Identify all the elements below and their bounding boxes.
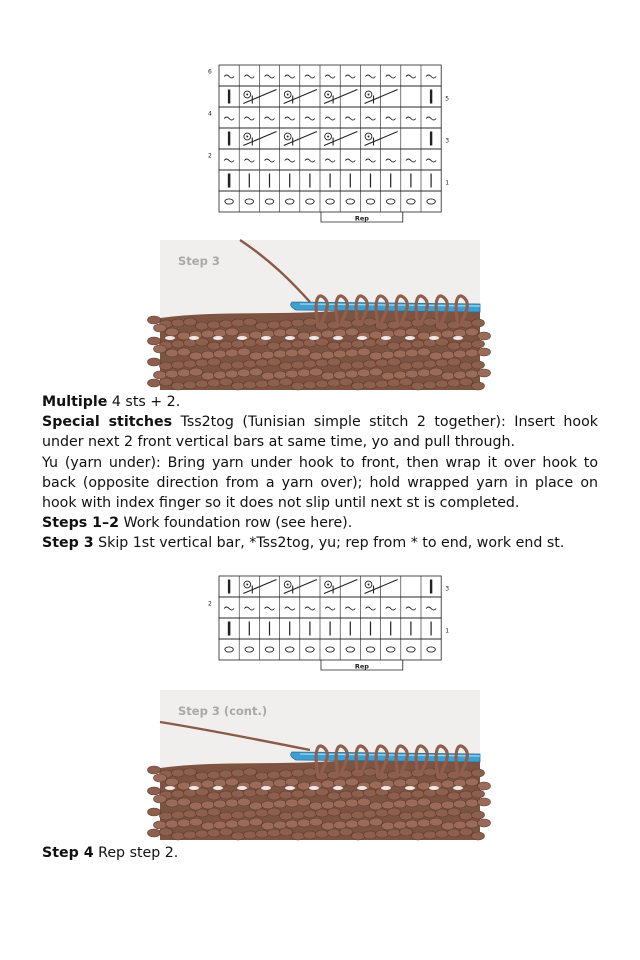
return-pass-symbol <box>224 159 234 162</box>
return-pass-symbol <box>244 75 254 78</box>
chain-symbol <box>286 647 294 652</box>
step-4-line <box>42 843 598 863</box>
working-yarn <box>240 240 310 302</box>
stitch-chart-1 <box>205 64 450 223</box>
chain-symbol <box>225 199 233 204</box>
chain-symbol <box>346 647 354 652</box>
return-pass-symbol <box>386 117 396 120</box>
return-pass-symbol <box>244 117 254 120</box>
special-stitches-paragraph <box>42 412 598 452</box>
return-pass-symbol <box>224 75 234 78</box>
return-pass-symbol <box>345 117 355 120</box>
return-pass-symbol <box>386 607 396 610</box>
row-number-left: 6 <box>208 68 212 76</box>
photo-step-label: Step 3 (cont.) <box>178 704 268 718</box>
step-4-label: Step 4 <box>42 845 94 861</box>
chain-symbol <box>286 199 294 204</box>
chain-symbol <box>366 199 374 204</box>
return-pass-symbol <box>426 607 436 610</box>
return-pass-symbol <box>224 117 234 120</box>
row-number-right: 5 <box>445 95 450 103</box>
chain-symbol <box>366 647 374 652</box>
chain-symbol <box>387 647 395 652</box>
chain-symbol <box>265 199 273 204</box>
return-pass-symbol <box>285 117 295 120</box>
steps-1-2-line <box>42 513 598 533</box>
chart-row <box>219 639 441 660</box>
row-number-left: 2 <box>208 600 212 608</box>
row-number-right: 1 <box>445 179 450 187</box>
multiple-text: 4 sts + 2. <box>107 394 181 410</box>
stitch-chart-2 <box>205 575 450 671</box>
return-pass-symbol <box>325 75 335 78</box>
multiple-line <box>42 392 598 412</box>
step-3-text: Skip 1st vertical bar, *Tss2tog, yu; rep from * to end, work end st. <box>93 535 565 552</box>
return-pass-symbol <box>406 159 416 162</box>
chain-symbol <box>326 647 334 652</box>
return-pass-symbol <box>285 75 295 78</box>
return-pass-symbol <box>406 607 416 610</box>
chart-row <box>219 170 449 191</box>
repeat-label: Rep <box>354 214 369 223</box>
row-number-right: 3 <box>445 585 450 593</box>
step-3-photo <box>160 240 480 390</box>
chain-symbol <box>407 647 415 652</box>
chart-row <box>219 191 441 212</box>
row-number-right: 1 <box>445 627 450 635</box>
chain-symbol <box>245 647 253 652</box>
chart-row <box>219 618 449 639</box>
special-stitches-text: Tss2tog (Tunisian simple stitch 2 together): Insert hook under next 2 front vertical bars at same time, yo and pull through. <box>42 414 598 451</box>
return-pass-symbol <box>325 159 335 162</box>
special-stitches-label: Special stitches <box>42 414 173 431</box>
chain-symbol <box>306 647 314 652</box>
chart-row <box>219 128 449 149</box>
return-pass-symbol <box>406 117 416 120</box>
chain-symbol <box>346 199 354 204</box>
row-number-left: 2 <box>208 152 212 160</box>
return-pass-symbol <box>345 159 355 162</box>
return-pass-symbol <box>224 607 234 610</box>
repeat-label: Rep <box>354 662 369 671</box>
chain-symbol <box>427 199 435 204</box>
return-pass-symbol <box>406 75 416 78</box>
stitch-chart-2-grid <box>205 575 450 671</box>
chain-symbol <box>245 199 253 204</box>
return-pass-symbol <box>285 159 295 162</box>
return-pass-symbol <box>366 159 376 162</box>
chain-symbol <box>265 647 273 652</box>
return-pass-symbol <box>265 159 275 162</box>
steps-1-2-text: Work foundation row (see here). <box>119 515 353 532</box>
chart-row <box>208 65 441 86</box>
chart-row <box>219 576 449 597</box>
return-pass-symbol <box>366 75 376 78</box>
chain-symbol <box>387 199 395 204</box>
step-3-cont-photo <box>160 690 480 840</box>
return-pass-symbol <box>345 607 355 610</box>
return-pass-symbol <box>366 607 376 610</box>
return-pass-symbol <box>244 607 254 610</box>
return-pass-symbol <box>285 607 295 610</box>
chart-row <box>219 86 449 107</box>
chain-symbol <box>407 199 415 204</box>
chain-symbol <box>427 647 435 652</box>
return-pass-symbol <box>325 607 335 610</box>
return-pass-symbol <box>325 117 335 120</box>
stitch-chart-1-grid <box>205 64 450 223</box>
return-pass-symbol <box>265 607 275 610</box>
chart-row <box>208 597 441 618</box>
return-pass-symbol <box>386 75 396 78</box>
chain-symbol <box>306 199 314 204</box>
return-pass-symbol <box>305 75 315 78</box>
return-pass-symbol <box>305 607 315 610</box>
return-pass-symbol <box>426 75 436 78</box>
chart-row <box>208 149 441 170</box>
chart-row <box>208 107 441 128</box>
return-pass-symbol <box>426 159 436 162</box>
return-pass-symbol <box>386 159 396 162</box>
return-pass-symbol <box>305 117 315 120</box>
instructions <box>42 392 598 554</box>
return-pass-symbol <box>426 117 436 120</box>
row-number-right: 3 <box>445 137 450 145</box>
step-4-text: Rep step 2. <box>93 845 179 861</box>
return-pass-symbol <box>305 159 315 162</box>
yarn-under-paragraph: Yu (yarn under): Bring yarn under hook to front, then wrap it over hook to back (opposite direction from a yarn over); hold wrapped yarn in place on hook with index finger so it does not slip until next st is completed. <box>42 454 598 512</box>
working-yarn <box>160 722 310 750</box>
return-pass-symbol <box>265 117 275 120</box>
chain-symbol <box>225 647 233 652</box>
steps-1-2-label: Steps 1–2 <box>42 515 119 532</box>
chain-symbol <box>326 199 334 204</box>
step-3-label: Step 3 <box>42 535 94 552</box>
photo-step-label: Step 3 <box>178 254 220 268</box>
step-3-line <box>42 533 598 553</box>
return-pass-symbol <box>265 75 275 78</box>
step-4-block <box>42 843 598 863</box>
return-pass-symbol <box>366 117 376 120</box>
return-pass-symbol <box>244 159 254 162</box>
multiple-label: Multiple <box>42 394 108 410</box>
row-number-left: 4 <box>208 110 212 118</box>
return-pass-symbol <box>345 75 355 78</box>
